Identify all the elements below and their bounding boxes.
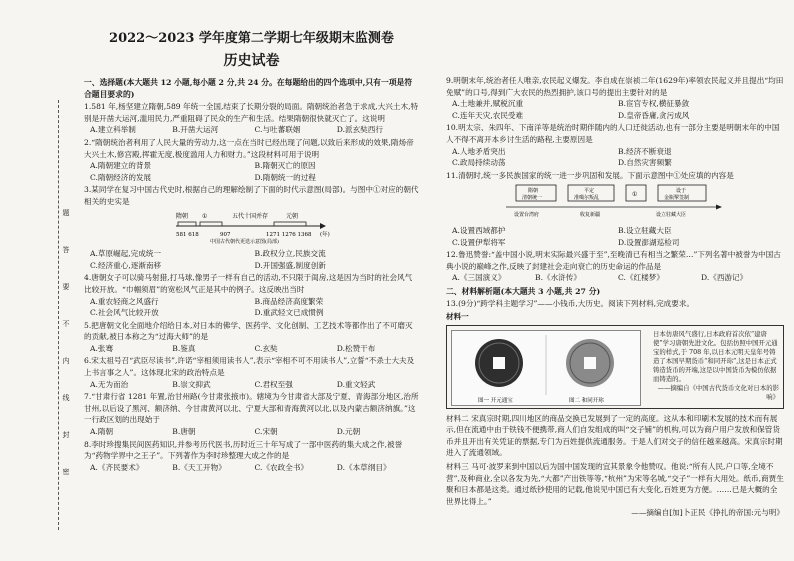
question-1 bbox=[84, 101, 419, 136]
material-1-body: 日本仿唐风气盛行,日本政府首次依“建唐使”学习唐朝先进文化。包括仿照中国开元通宝的样式,于 708 年,以日本元明天皇年号铸造了本国早期货币“和同开珎”,这是日本正式铸造货币的开端,这是以中国货币为模仿依据而铸造的。 bbox=[653, 329, 778, 383]
seal-label: 线 bbox=[62, 394, 70, 402]
timeline-bar bbox=[200, 222, 222, 226]
option-b[interactable]: B.《水浒传》 bbox=[535, 273, 581, 283]
material-1-box bbox=[446, 325, 784, 409]
option-a[interactable]: A.无为而治 bbox=[90, 379, 129, 389]
right-column bbox=[446, 74, 784, 519]
question-stem: 1.581 年,杨坚建立隋朝,589 年统一全国,结束了长期分裂的局面。隋朝统治者急于求成,大兴土木,特别是开凿大运河,滥用民力,严重阻碍了民众的生产和生活。结果隋朝很快就灭亡了。这说明 bbox=[84, 102, 419, 123]
flow-text: 平定 bbox=[584, 188, 595, 195]
option-b[interactable]: B.鉴真 bbox=[172, 343, 196, 353]
seal-label: 题 bbox=[62, 209, 70, 217]
option-a[interactable]: A.人地矛盾突出 bbox=[452, 146, 506, 156]
coin-image-panel bbox=[451, 330, 641, 406]
option-a[interactable]: A.建立科举制 bbox=[90, 125, 136, 135]
flow-text: 隋朝 bbox=[528, 188, 539, 195]
flow-arrow bbox=[716, 205, 722, 210]
option-c[interactable]: C.君权至强 bbox=[254, 379, 293, 389]
options bbox=[84, 296, 419, 319]
option-c[interactable]: C.宋朝 bbox=[254, 427, 278, 437]
option-d[interactable]: D.皇帝昏庸,贪污成风 bbox=[618, 110, 690, 120]
left-column bbox=[84, 0, 419, 473]
question-2 bbox=[84, 137, 419, 183]
timeline-year: 1271 1276 1368 bbox=[266, 231, 312, 238]
coin-hole bbox=[584, 357, 596, 369]
timeline-arrow bbox=[320, 223, 326, 229]
option-b[interactable]: B.设立驻藏大臣 bbox=[618, 225, 672, 235]
option-d[interactable]: D.自然灾害频繁 bbox=[618, 158, 672, 168]
option-b[interactable]: B.崇文抑武 bbox=[172, 379, 211, 389]
options bbox=[446, 272, 784, 284]
option-a[interactable]: A.设置西域都护 bbox=[452, 225, 506, 235]
timeline-label-sui: 隋朝 bbox=[176, 212, 189, 220]
flow-caption: 设置台湾府 bbox=[514, 212, 540, 219]
exam-title: 2022～2023 学年度第二学期七年级期末监测卷 bbox=[109, 31, 394, 46]
timeline-caption: 中国古代朝代更迭示意图(局部) bbox=[210, 238, 279, 244]
question-stem: 3.某同学在复习中国古代史时,根据自己的理解绘制了下面的时代示意图(局部)。与图中①对应的朝代相关的史实是 bbox=[84, 185, 419, 206]
option-b[interactable]: B.开凿大运河 bbox=[172, 125, 219, 135]
question-7 bbox=[84, 391, 419, 437]
option-c[interactable]: C.与吐蕃联姻 bbox=[254, 125, 301, 135]
option-a[interactable]: A.重农轻商之风盛行 bbox=[90, 296, 159, 306]
option-b[interactable]: B.隋朝灭亡的原因 bbox=[254, 161, 316, 171]
seal-label: 要 bbox=[62, 283, 70, 291]
option-d[interactable]: D.元朝 bbox=[336, 427, 361, 437]
option-d[interactable]: D.重文轻武 bbox=[336, 379, 376, 389]
timeline-bar bbox=[274, 222, 306, 226]
section-heading: 二、材料解析题(本大题共 3 小题,共 27 分) bbox=[446, 286, 601, 296]
option-d[interactable]: D.《西游记》 bbox=[701, 273, 748, 283]
qing-flow-diagram bbox=[446, 183, 784, 223]
option-d[interactable]: D.开国强盛,制度创新 bbox=[254, 260, 326, 270]
question-stem: 2.“隋朝统治者利用了人民大量的劳动力,这一点在当时已经出现了问题,以致后来形成的效果,隋炀帝大兴土木,修宫殿,挥霍无度,极度滥用人力和财力。”这段材料可用于说明 bbox=[84, 137, 414, 159]
question-stem: 10.明太宗、朱四年、下南洋等是统治时期伴随内的人口迁徙活动,也有一部分主要是明朝末年的中国人不得不离开本乡讨生活的路程,主要原因是 bbox=[446, 123, 780, 144]
binding-margin bbox=[0, 0, 70, 561]
flow-caption: 收复新疆 bbox=[580, 212, 601, 219]
dynasty-timeline bbox=[84, 210, 419, 248]
option-d[interactable]: D.松赞干布 bbox=[336, 343, 376, 353]
question-stem: 4.唐朝女子可以骑马射猎,打马球,像男子一样有自己的活动,不只限于闺房,这是因为当时的社会风气比较开放。“巾帼须眉”的宽松风气正是其中的例子。这反映出当时 bbox=[84, 273, 413, 294]
flow-text: 设于 bbox=[676, 188, 687, 195]
options bbox=[446, 98, 784, 121]
material-2: 材料二 宋真宗时期,四川地区的商品交换已发展到了一定的高度。这从本和印刷术发展的技术而有展示,但在流通中由于铁钱不便携带,商人们自发组成的叫“交子铺”的机构,可以为商户用户发放和保管货币并且开出有关凭证的票据,专门为百姓提供流通服务。于是人们对交子的信任越来越高。宋真宗时期进入了流通领域。 bbox=[446, 413, 783, 458]
option-c[interactable]: C.玄奘 bbox=[254, 343, 278, 353]
option-a[interactable]: A.隋朝 bbox=[90, 427, 114, 437]
question-12 bbox=[446, 249, 784, 284]
material-1-text bbox=[653, 330, 779, 402]
option-d[interactable]: D.《本草纲目》 bbox=[336, 462, 391, 472]
options bbox=[84, 248, 419, 271]
material-3: 材料三 马可·波罗来到中国以后为国中国发现的宜其景象令他赞叹。他说:“所有人民,户口等,全境不营”,及种商业,全以各发为先,“大都”产出铁等等,“杭州”为宋等名城,“交子”一样有大用处。纸币,商贾生聚和日本都是这类。通过纸钞使用的记载,他说见中国已有大变化,百姓更为方便。……已是大概的全世界比得上。” bbox=[446, 462, 784, 506]
question-5 bbox=[84, 320, 419, 355]
timeline-graphic bbox=[174, 210, 334, 244]
flow-text: 准噶尔叛乱 bbox=[574, 195, 600, 202]
coins-graphic bbox=[452, 331, 640, 405]
flow-text: ① bbox=[632, 191, 638, 199]
option-d[interactable]: D.设置澎湖巡检司 bbox=[618, 237, 680, 247]
option-b[interactable]: B.商品经济高度繁荣 bbox=[254, 296, 324, 306]
question-11 bbox=[446, 170, 784, 248]
option-a[interactable]: A.《齐民要术》 bbox=[90, 462, 144, 472]
option-c[interactable]: C.连年天灾,农民受难 bbox=[452, 110, 524, 120]
exam-subtitle: 历史试卷 bbox=[223, 53, 280, 69]
seal-label: 密 bbox=[62, 468, 70, 476]
options bbox=[84, 426, 419, 438]
question-10 bbox=[446, 122, 784, 168]
seal-label: 封 bbox=[62, 431, 70, 439]
question-13-stem: 13.(9分)“跨学科主题学习”——小钱币,大历史。阅读下列材料,完成要求。 bbox=[446, 298, 695, 308]
option-c[interactable]: C.社会风气比较开放 bbox=[90, 308, 159, 318]
options bbox=[84, 462, 419, 474]
coin-caption: 图二 和同开珎 bbox=[569, 397, 604, 404]
coin-caption: 图一 开元通宝 bbox=[478, 397, 513, 404]
timeline-year: 581 618 bbox=[176, 231, 199, 238]
timeline-unit: (年) bbox=[320, 231, 330, 238]
options bbox=[84, 379, 419, 391]
option-a[interactable]: A.土地兼并,赋税沉重 bbox=[452, 99, 524, 109]
question-stem: 8.李时珍搜集民间医药知识,并参考历代医书,历时近三十年写成了一部中医药的集大成之作,被誉为“药物学界中之王子”。下列著作为李时珍整理大成之作的是 bbox=[84, 439, 403, 461]
question-stem: 5.把唐朝文化全面地介绍给日本,对日本的佛学、医药学、文化创制、工艺技术等都作出了不可磨灭的贡献,被日本称之为“过海大师”的是 bbox=[84, 320, 413, 342]
option-b[interactable]: B.政权分立,民族交流 bbox=[254, 249, 326, 259]
question-stem: 12.鲁迅赞誉:“盖中国小说,明末实际最兴盛于至”,至晚清已有相当之繁荣…”下列名著中被誉为中国古典小说的巅峰之作,反映了封建社会走向衰亡的历史命运的作品是 bbox=[446, 250, 781, 271]
option-a[interactable]: A.草原崛起,完成统一 bbox=[90, 249, 162, 259]
options bbox=[84, 343, 419, 355]
option-a[interactable]: A.隋朝建立的背景 bbox=[90, 161, 152, 171]
option-d[interactable]: D.派玄奘西行 bbox=[336, 125, 383, 135]
flow-caption: 设立驻藏大臣 bbox=[656, 212, 687, 219]
section-heading: 一、选择题(本大题共 12 小题,每小题 2 分,共 24 分。在每题给出的四个选项中,只有一项是符合题目要求的) bbox=[84, 78, 413, 99]
option-b[interactable]: B.《天工开物》 bbox=[172, 462, 226, 472]
question-8 bbox=[84, 439, 419, 474]
option-c[interactable]: C.政局持续动荡 bbox=[452, 158, 506, 168]
option-c[interactable]: C.经济重心,逐渐南移 bbox=[90, 260, 162, 270]
question-stem: 11.清朝时,统一多民族国家的统一进一步巩固和发展。下面示意图中①处应填的内容是 bbox=[446, 170, 734, 180]
question-6 bbox=[84, 355, 419, 390]
coin-hole bbox=[493, 357, 505, 369]
material-3-source: ——摘编自[加]卜正民《挣扎的帝国:元与明》 bbox=[631, 508, 784, 518]
seal-label: 内 bbox=[62, 357, 70, 365]
option-c[interactable]: C.设置伊犁将军 bbox=[452, 237, 506, 247]
option-d[interactable]: D.隋朝统一的过程 bbox=[254, 172, 316, 182]
option-d[interactable]: D.重武轻文已成惯例 bbox=[254, 308, 324, 318]
option-c[interactable]: C.《红楼梦》 bbox=[618, 273, 664, 283]
timeline-label-yuan: 元朝 bbox=[286, 212, 299, 220]
option-a[interactable]: A.张骞 bbox=[90, 343, 114, 353]
option-a[interactable]: A.《三国演义》 bbox=[452, 273, 506, 283]
flow-text: 清朝统一 bbox=[522, 195, 543, 202]
question-4 bbox=[84, 272, 419, 318]
material-1-label: 材料一 bbox=[446, 312, 469, 322]
timeline-label-wudai: 五代十国并存 bbox=[232, 212, 269, 220]
material-1-source: ——摘编自《中国古代货币文化对日本的影响》 bbox=[657, 383, 779, 401]
seal-label: 不 bbox=[62, 320, 70, 328]
question-stem: 6.宋太祖号召“武臣尽读书”,许诺“宰相须用读书人”,表示“宰相不可不用读书人”,立誓“不杀士大夫及上书言事之人”。这体现北宋的政治特点是 bbox=[84, 356, 415, 378]
options bbox=[84, 160, 419, 183]
timeline-label-1: ① bbox=[202, 212, 208, 220]
option-c[interactable]: C.《农政全书》 bbox=[254, 462, 309, 472]
seal-label: 答 bbox=[62, 246, 70, 254]
question-stem: 9.明朝末年,统治者任人唯亲,农民起义爆发。李自成在崇祯二年(1629年)率领农民起义并且提出“均田免赋”的口号,得到广大农民的热烈拥护,该口号的提出主要针对的是 bbox=[446, 76, 784, 97]
timeline-bar bbox=[178, 222, 196, 226]
question-3 bbox=[84, 184, 419, 271]
seal-line bbox=[58, 100, 59, 530]
option-b[interactable]: B.唐朝 bbox=[172, 427, 196, 437]
question-9 bbox=[446, 75, 784, 121]
options bbox=[84, 124, 419, 136]
flow-graphic bbox=[506, 183, 726, 219]
options bbox=[446, 225, 784, 248]
option-c[interactable]: C.隋朝经济的发展 bbox=[90, 172, 152, 182]
question-stem: 7.“甘肃行省 1281 年置,治甘州路(今甘肃张掖市)。辖境为今甘肃省大部及宁夏、青海部分地区,治所甘州,以后设了黑河、额济纳、今甘肃黄河以北、宁夏大部和青海黄河以北,以及内蒙古额济纳旗。”这一行政区划的出现始于 bbox=[84, 392, 419, 425]
option-b[interactable]: B.宦官专权,横征暴敛 bbox=[618, 99, 690, 109]
option-b[interactable]: B.经济不断衰退 bbox=[618, 146, 672, 156]
timeline-year: 907 bbox=[220, 231, 231, 238]
flow-text: 金瓶掣签制 bbox=[664, 195, 690, 202]
options bbox=[446, 146, 784, 169]
